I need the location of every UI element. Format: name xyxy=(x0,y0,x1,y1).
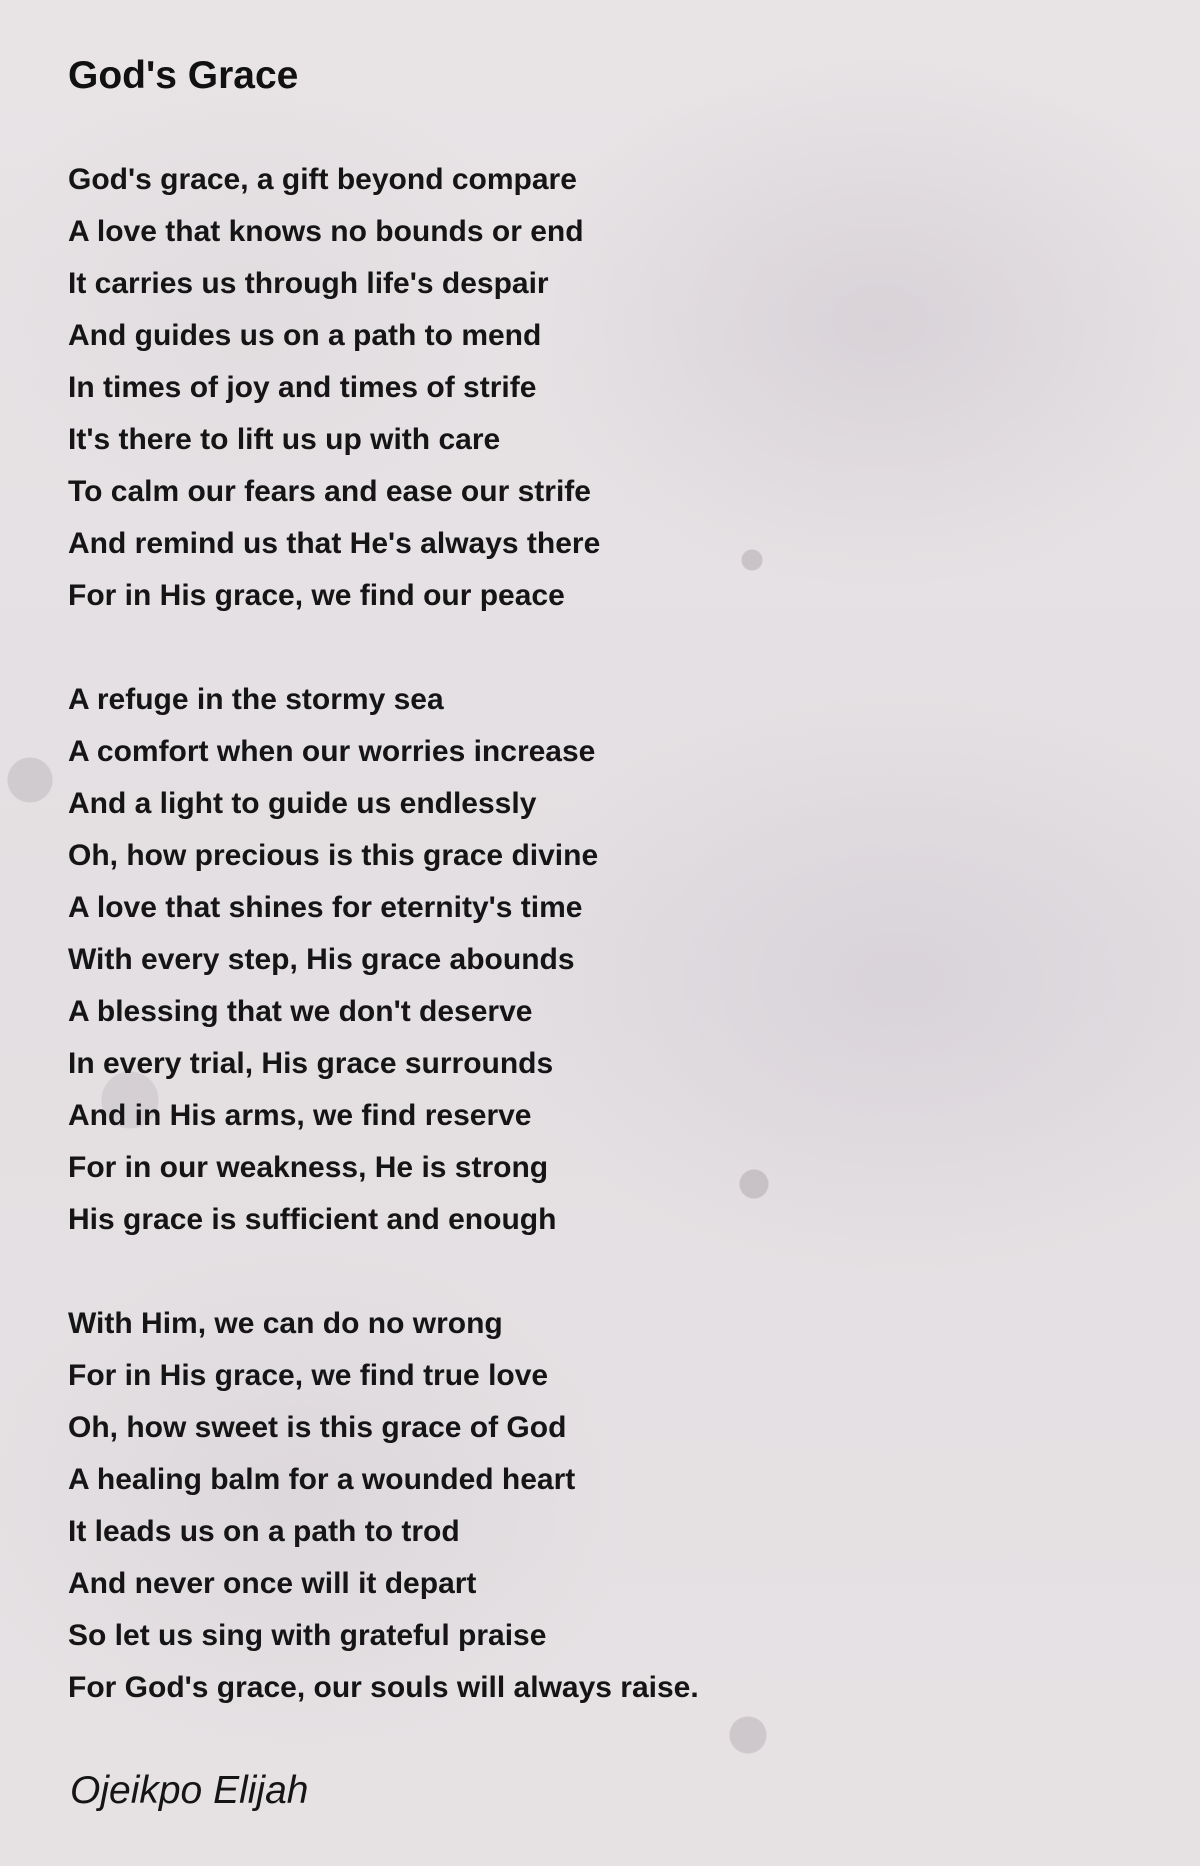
poem-line: It carries us through life's despair xyxy=(68,267,549,300)
poem-line: A love that knows no bounds or end xyxy=(68,215,584,248)
poem-line: A refuge in the stormy sea xyxy=(68,683,444,716)
poem-line: And guides us on a path to mend xyxy=(68,319,542,352)
poem-line: And remind us that He's always there xyxy=(68,527,601,560)
poem-line: A love that shines for eternity's time xyxy=(68,891,583,924)
poem-line: In every trial, His grace surrounds xyxy=(68,1047,554,1080)
poem-line: And never once will it depart xyxy=(68,1567,477,1600)
poem-line: It leads us on a path to trod xyxy=(68,1515,460,1548)
poem-line: To calm our fears and ease our strife xyxy=(68,475,591,508)
poem-line: A healing balm for a wounded heart xyxy=(68,1463,576,1496)
stanza xyxy=(68,1298,1128,1714)
poem-line: It's there to lift us up with care xyxy=(68,423,501,456)
poem-line: And in His arms, we find reserve xyxy=(68,1099,532,1132)
poem-line: In times of joy and times of strife xyxy=(68,371,537,404)
poem-line: Oh, how sweet is this grace of God xyxy=(68,1411,567,1444)
poem-line: God's grace, a gift beyond compare xyxy=(68,163,577,196)
poem-line: With every step, His grace abounds xyxy=(68,943,575,976)
poem-line: A comfort when our worries increase xyxy=(68,735,596,768)
poem-author: Ojeikpo Elijah xyxy=(70,1769,309,1812)
poem-body xyxy=(68,154,1128,1766)
poem-line: Oh, how precious is this grace divine xyxy=(68,839,599,872)
poem-line: His grace is sufficient and enough xyxy=(68,1203,557,1236)
poem-line: A blessing that we don't deserve xyxy=(68,995,533,1028)
poem-line: For in our weakness, He is strong xyxy=(68,1151,549,1184)
stanza xyxy=(68,154,1128,622)
poem-line: With Him, we can do no wrong xyxy=(68,1307,503,1340)
poem-line: For in His grace, we find true love xyxy=(68,1359,549,1392)
poem-title: God's Grace xyxy=(68,54,299,97)
poem-line: For God's grace, our souls will always raise. xyxy=(68,1671,699,1704)
stanza xyxy=(68,674,1128,1246)
poem-line: For in His grace, we find our peace xyxy=(68,579,565,612)
poem-line: So let us sing with grateful praise xyxy=(68,1619,547,1652)
poem-line: And a light to guide us endlessly xyxy=(68,787,537,820)
